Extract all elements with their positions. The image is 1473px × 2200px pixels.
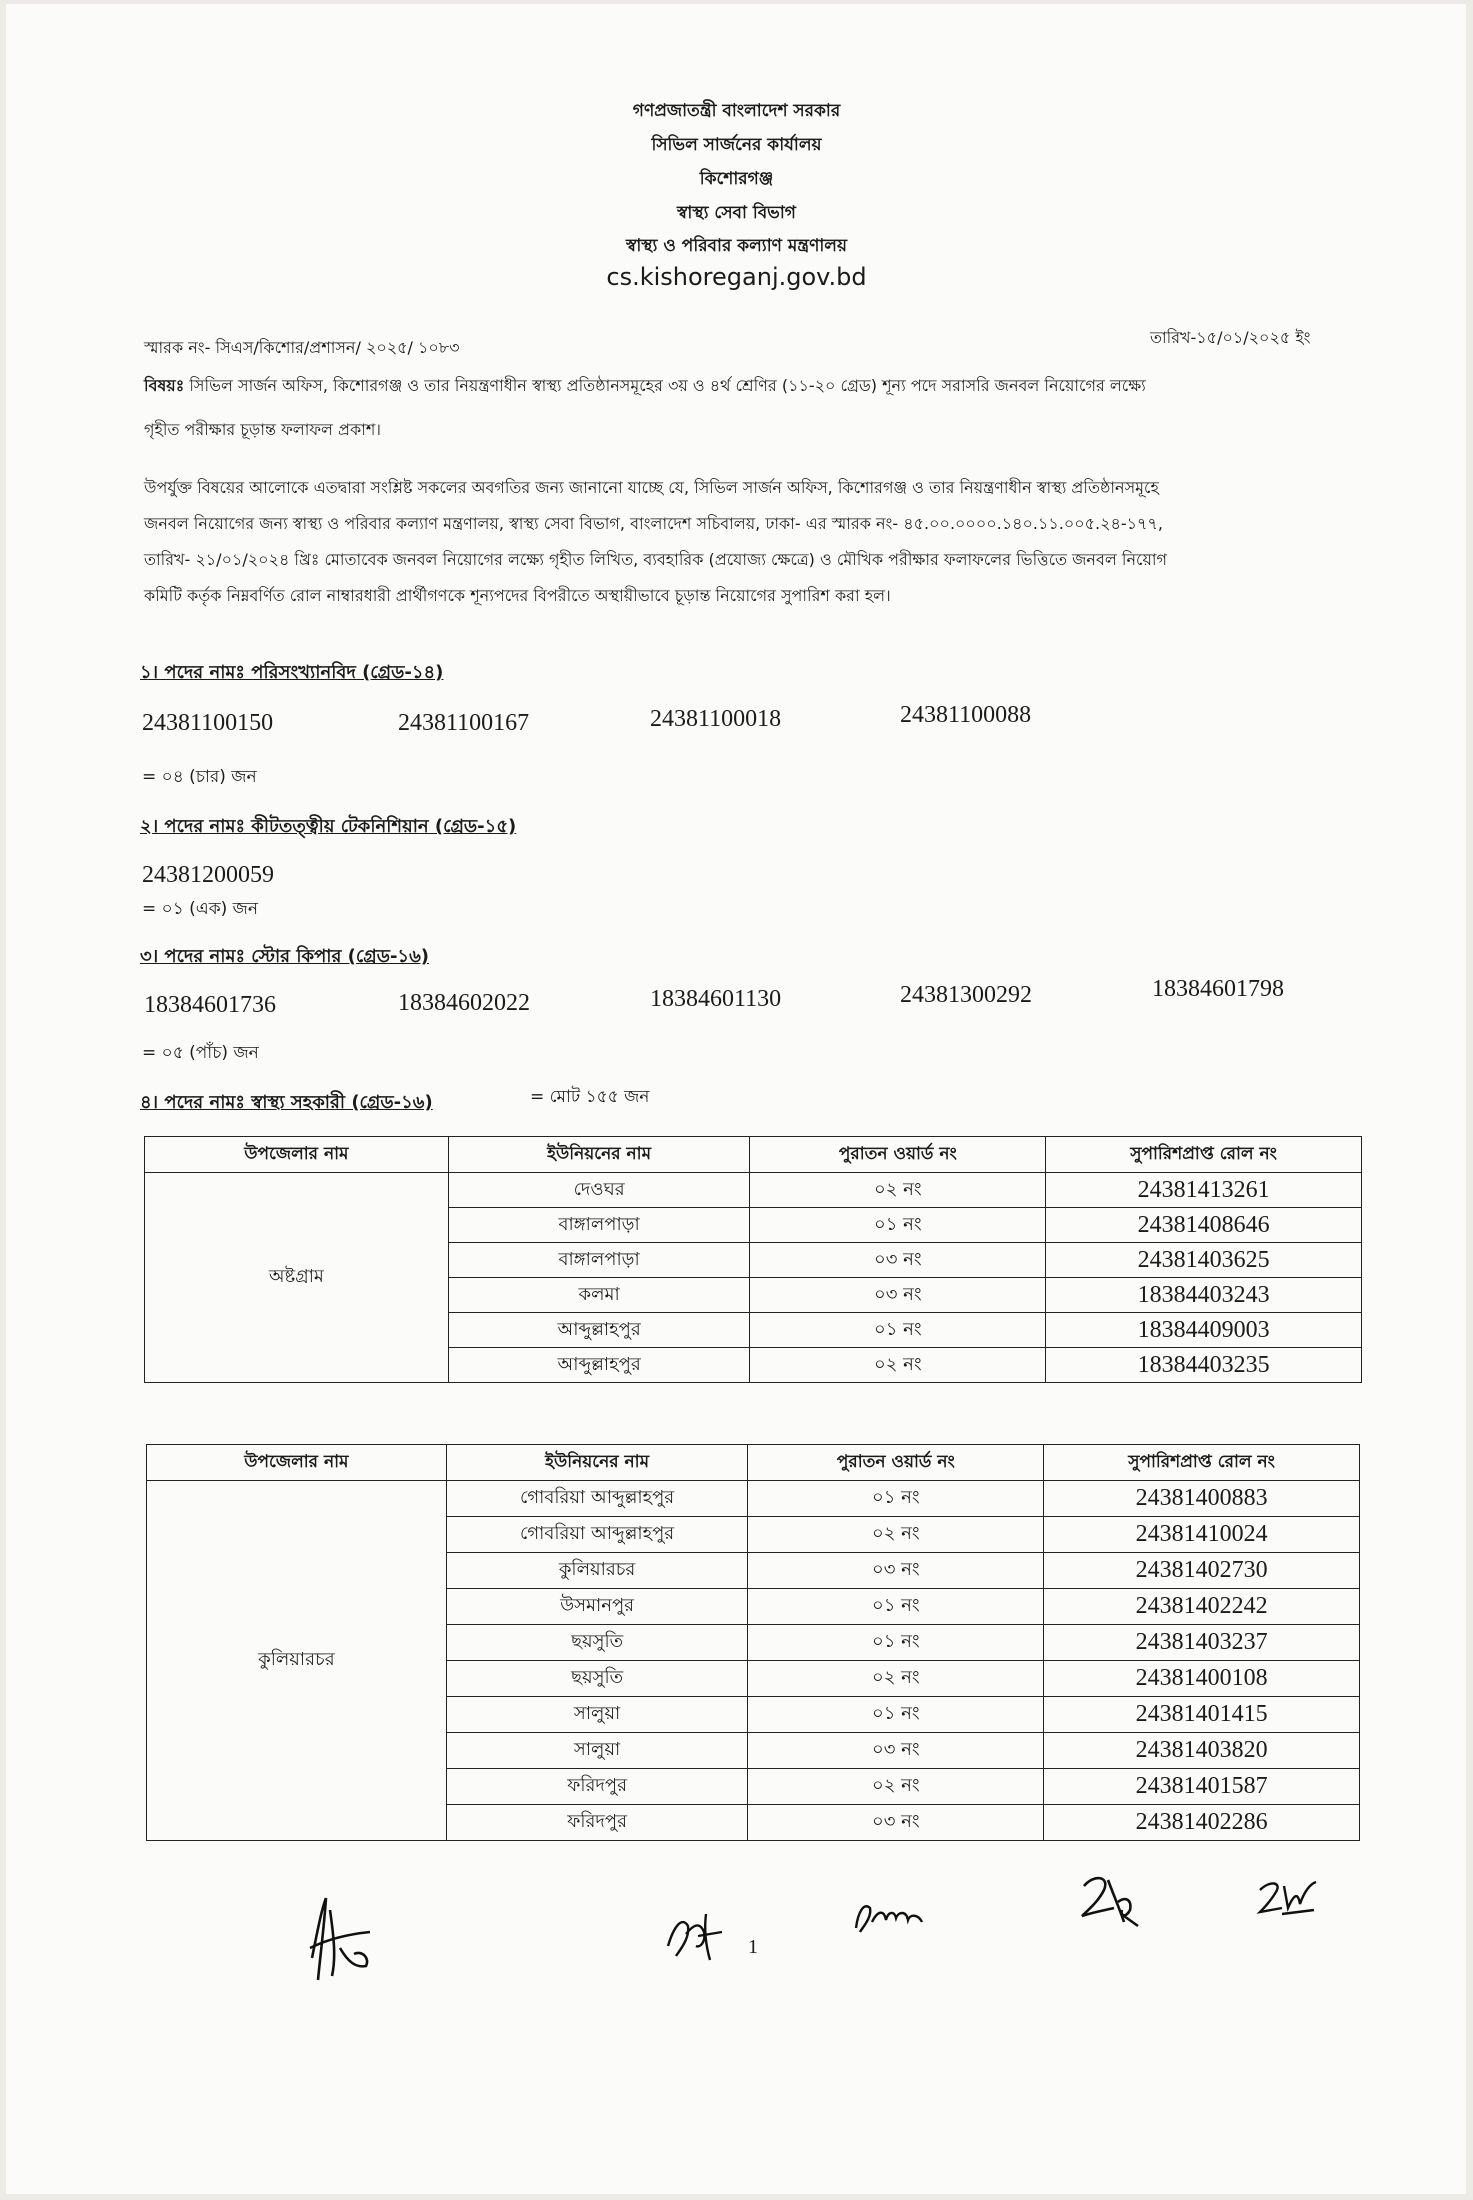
roll-cell: 24381402730 xyxy=(1044,1553,1360,1589)
signature-3 xyxy=(850,1892,930,1942)
ward-cell: ০৩ নং xyxy=(748,1805,1044,1841)
roll-cell: 18384409003 xyxy=(1046,1313,1362,1348)
recommendation-table-1 xyxy=(144,1136,1362,1383)
ward-cell: ০৩ নং xyxy=(750,1243,1046,1278)
union-cell: উসমানপুর xyxy=(446,1589,748,1625)
post-2-count: = ০১ (এক) জন xyxy=(142,899,258,919)
memo-reference: স্মারক নং- সিএস/কিশোর/প্রশাসন/ ২০২৫/ ১০৮৩ xyxy=(144,338,460,357)
union-cell: সালুয়া xyxy=(446,1697,748,1733)
ward-cell: ০২ নং xyxy=(750,1173,1046,1208)
ward-cell: ০১ নং xyxy=(748,1625,1044,1661)
post-2-title: ২। পদের নামঃ কীটতত্ত্বীয় টেকনিশিয়ান (গ্রেড-১৫) xyxy=(140,816,517,837)
union-cell: ছয়সুতি xyxy=(446,1661,748,1697)
union-cell: গোবরিয়া আব্দুল্লাহপুর xyxy=(446,1481,748,1517)
ward-cell: ০১ নং xyxy=(748,1481,1044,1517)
post-1-roll: 24381100018 xyxy=(650,706,782,732)
upazila-cell: অষ্টগ্রাম xyxy=(145,1173,449,1383)
union-cell: বাঙ্গালপাড়া xyxy=(448,1243,750,1278)
union-cell: কুলিয়ারচর xyxy=(446,1553,748,1589)
post-2-roll: 24381200059 xyxy=(142,862,274,888)
office-website: cs.kishoreganj.gov.bd xyxy=(606,263,867,291)
col-header-ward: পুরাতন ওয়ার্ড নং xyxy=(750,1137,1046,1173)
ministry-name: স্বাস্থ্য ও পরিবার কল্যাণ মন্ত্রণালয় xyxy=(626,236,847,256)
post-3-roll: 18384601130 xyxy=(650,986,782,1012)
union-cell: গোবরিয়া আব্দুল্লাহপুর xyxy=(446,1517,748,1553)
roll-cell: 24381400108 xyxy=(1044,1661,1360,1697)
post-3-roll: 18384601798 xyxy=(1152,976,1284,1002)
post-3-count: = ০৫ (পাঁচ) জন xyxy=(142,1043,259,1063)
union-cell: ফরিদপুর xyxy=(446,1769,748,1805)
office-name: সিভিল সার্জনের কার্যালয় xyxy=(651,135,822,155)
roll-cell: 24381413261 xyxy=(1046,1173,1362,1208)
union-cell: দেওঘর xyxy=(448,1173,750,1208)
ward-cell: ০২ নং xyxy=(748,1517,1044,1553)
ward-cell: ০১ নং xyxy=(750,1208,1046,1243)
memo-date: তারিখ-১৫/০১/২০২৫ ইং xyxy=(1150,328,1311,347)
col-header-upazila: উপজেলার নাম xyxy=(145,1137,449,1173)
body-line-4: কমিটি কর্তৃক নিম্নবর্ণিত রোল নাম্বারধারী প্রার্থীগণকে শূন্যপদের বিপরীতে অস্থায়ীভাবে চূড়ান্ত নিয়োগের সুপারিশ করা হল। xyxy=(144,586,891,605)
union-cell: ফরিদপুর xyxy=(446,1805,748,1841)
ward-cell: ০১ নং xyxy=(748,1697,1044,1733)
roll-cell: 18384403243 xyxy=(1046,1278,1362,1313)
ward-cell: ০১ নং xyxy=(750,1313,1046,1348)
ward-cell: ০৩ নং xyxy=(748,1553,1044,1589)
govt-name: গণপ্রজাতন্ত্রী বাংলাদেশ সরকার xyxy=(632,101,841,121)
union-cell: সালুয়া xyxy=(446,1733,748,1769)
union-cell: আব্দুল্লাহপুর xyxy=(448,1313,750,1348)
signature-5 xyxy=(1254,1874,1334,1924)
post-4-count: = মোট ১৫৫ জন xyxy=(530,1087,650,1107)
roll-cell: 18384403235 xyxy=(1046,1348,1362,1383)
union-cell: ছয়সুতি xyxy=(446,1625,748,1661)
col-header-upazila: উপজেলার নাম xyxy=(147,1445,447,1481)
ward-cell: ০৩ নং xyxy=(748,1733,1044,1769)
table-row xyxy=(147,1481,1360,1517)
roll-cell: 24381402242 xyxy=(1044,1589,1360,1625)
body-line-2: জনবল নিয়োগের জন্য স্বাস্থ্য ও পরিবার কল্যাণ মন্ত্রণালয়, স্বাস্থ্য সেবা বিভাগ, বাংলাদেশ সচিবালয়, ঢাকা- এর স্মারক নং- ৪৫.০০.০০০০.১৪০.১১.০০৫.২৪-১৭৭, xyxy=(144,514,1163,533)
ward-cell: ০২ নং xyxy=(748,1661,1044,1697)
subject-line-2: গৃহীত পরীক্ষার চূড়ান্ত ফলাফল প্রকাশ। xyxy=(144,420,382,439)
post-1-title: ১। পদের নামঃ পরিসংখ্যানবিদ (গ্রেড-১৪) xyxy=(140,662,444,683)
ward-cell: ০১ নং xyxy=(748,1589,1044,1625)
roll-cell: 24381410024 xyxy=(1044,1517,1360,1553)
roll-cell: 24381401415 xyxy=(1044,1697,1360,1733)
district-name: কিশোরগঞ্জ xyxy=(699,169,774,189)
roll-cell: 24381403820 xyxy=(1044,1733,1360,1769)
post-3-roll: 24381300292 xyxy=(900,982,1032,1008)
body-line-1: উপর্যুক্ত বিষয়ের আলোকে এতদ্বারা সংশ্লিষ্ট সকলের অবগতির জন্য জানানো যাচ্ছে যে, সিভিল সার্জন অফিস, কিশোরগঞ্জ ও তার নিয়ন্ত্রণাধীন স্বাস্থ্য প্রতিষ্ঠানসমূহে xyxy=(144,478,1159,497)
post-1-roll: 24381100167 xyxy=(398,710,530,736)
table-header-row xyxy=(147,1445,1360,1481)
table-row xyxy=(145,1173,1362,1208)
post-1-roll: 24381100150 xyxy=(142,710,274,736)
roll-cell: 24381403625 xyxy=(1046,1243,1362,1278)
post-1-count: = ০৪ (চার) জন xyxy=(142,767,257,787)
ward-cell: ০২ নং xyxy=(748,1769,1044,1805)
roll-cell: 24381403237 xyxy=(1044,1625,1360,1661)
col-header-union: ইউনিয়নের নাম xyxy=(448,1137,750,1173)
col-header-union: ইউনিয়নের নাম xyxy=(446,1445,748,1481)
subject-label: বিষয়ঃ xyxy=(144,376,185,395)
union-cell: বাঙ্গালপাড়া xyxy=(448,1208,750,1243)
union-cell: কলমা xyxy=(448,1278,750,1313)
col-header-ward: পুরাতন ওয়ার্ড নং xyxy=(748,1445,1044,1481)
col-header-roll: সুপারিশপ্রাপ্ত রোল নং xyxy=(1046,1137,1362,1173)
signature-4 xyxy=(1074,1866,1154,1936)
roll-cell: 24381402286 xyxy=(1044,1805,1360,1841)
union-cell: আব্দুল্লাহপুর xyxy=(448,1348,750,1383)
upazila-cell: কুলিয়ারচর xyxy=(147,1481,447,1841)
page-number: 1 xyxy=(748,1936,758,1958)
division-name: স্বাস্থ্য সেবা বিভাগ xyxy=(677,203,796,223)
post-1-roll: 24381100088 xyxy=(900,702,1032,728)
signature-1 xyxy=(300,1888,380,1988)
roll-cell: 24381408646 xyxy=(1046,1208,1362,1243)
signature-2 xyxy=(660,1906,730,1966)
post-3-roll: 18384602022 xyxy=(398,990,530,1016)
body-line-3: তারিখ- ২১/০১/২০২৪ খ্রিঃ মোতাবেক জনবল নিয়োগের লক্ষ্যে গৃহীত লিখিত, ব্যবহারিক (প্রযোজ্য ক্ষেত্রে) ও মৌখিক পরীক্ষার ফলাফলের ভিত্তিতে জনবল নিয়োগ xyxy=(144,550,1168,569)
ward-cell: ০২ নং xyxy=(750,1348,1046,1383)
table-header-row xyxy=(145,1137,1362,1173)
col-header-roll: সুপারিশপ্রাপ্ত রোল নং xyxy=(1044,1445,1360,1481)
post-3-title: ৩। পদের নামঃ স্টোর কিপার (গ্রেড-১৬) xyxy=(140,946,430,967)
post-3-roll: 18384601736 xyxy=(144,992,276,1018)
post-4-title: ৪। পদের নামঃ স্বাস্থ্য সহকারী (গ্রেড-১৬) xyxy=(140,1092,433,1113)
ward-cell: ০৩ নং xyxy=(750,1278,1046,1313)
recommendation-table-2 xyxy=(146,1444,1360,1841)
subject-text: সিভিল সার্জন অফিস, কিশোরগঞ্জ ও তার নিয়ন্ত্রণাধীন স্বাস্থ্য প্রতিষ্ঠানসমূহের ৩য় ও ৪র্থ শ্রেণির (১১-২০ গ্রেড) শূন্য পদে সরাসরি জনবল নিয়োগের লক্ষ্যে xyxy=(189,376,1146,395)
roll-cell: 24381400883 xyxy=(1044,1481,1360,1517)
subject-line-1 xyxy=(144,368,1374,404)
roll-cell: 24381401587 xyxy=(1044,1769,1360,1805)
